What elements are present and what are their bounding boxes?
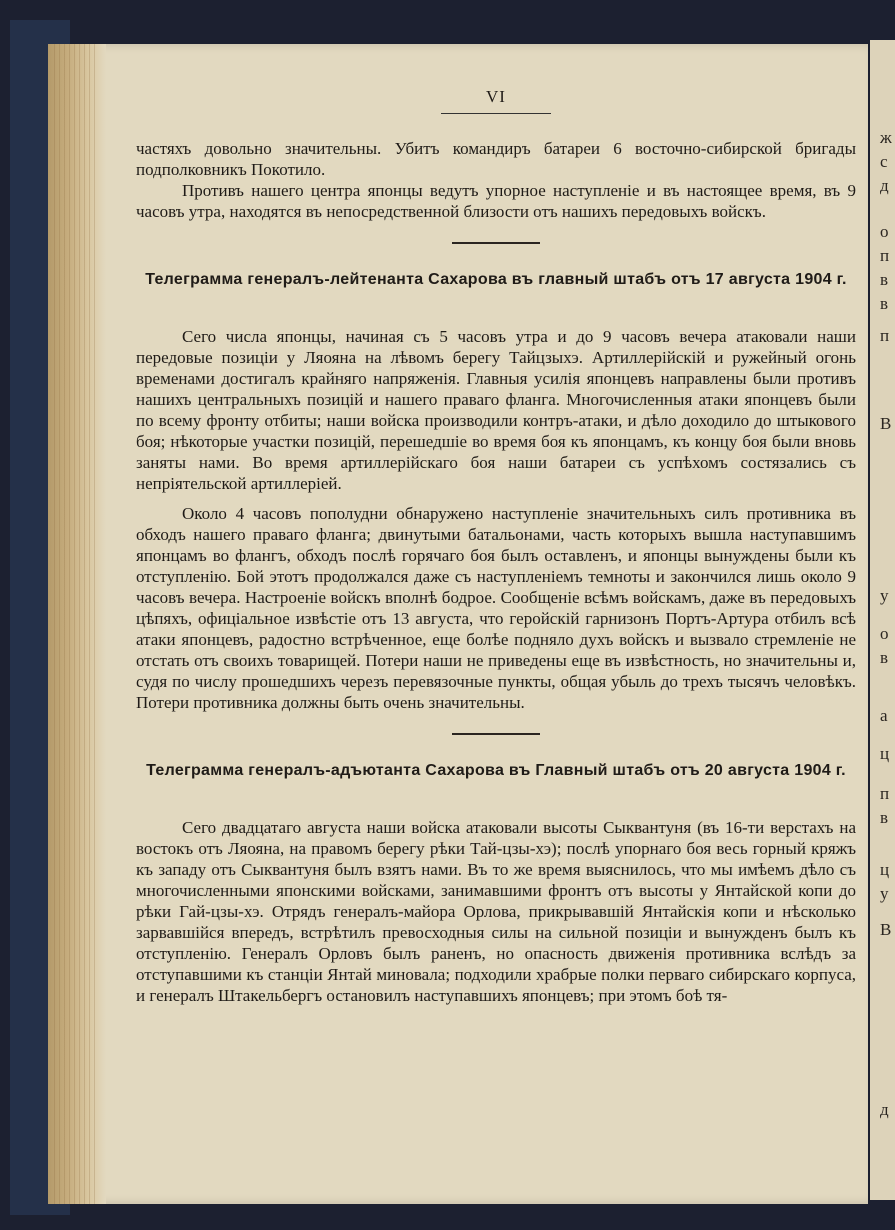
telegram-heading: Телеграмма генералъ-адъютанта Сахарова въ Главный штабъ отъ 20 августа 1904 г. (146, 762, 846, 779)
fragment: ц (880, 860, 890, 879)
page-number-underline (441, 113, 551, 114)
paragraph: Сего числа японцы, начиная съ 5 часовъ утра и до 9 часовъ вечера атаковали наши передовые позиціи у Ляояна на лѣвомъ берегу Тайцзыхэ. Артиллерійскій и ружейный огонь временами достигалъ крайняго напряженія. Главныя усилія японцевъ направлены были противъ нашихъ центральныхъ позицій и нашего праваго фланга. Многочисленныя атаки японцевъ были по всему фронту отбиты; наши войска производили контръ-атаки, и дѣло доходило до штыкового боя; нѣкоторые участки позицій, перешедшіе во время боя къ японцамъ, къ концу боя были вновь заняты нами. Во время артиллерійскаго боя наши батареи съ успѣхомъ состязались съ непріятельской артиллеріей. (136, 327, 856, 493)
fragment: п (880, 246, 890, 265)
section-divider (452, 242, 540, 244)
page-edges (54, 44, 98, 1204)
page-content (136, 86, 856, 1006)
fragment: о (880, 222, 889, 241)
fragment: д (880, 176, 889, 195)
paragraph: Около 4 часовъ пополудни обнаружено наступленіе значительныхъ силъ противника въ обходъ нашего праваго фланга; двинутыми батальонами, часть которыхъ вышла наступавшимъ японцамъ во флангъ, обходъ послѣ горячаго боя былъ оставленъ, и японцы вынуждены были къ отступленію. Бой этотъ продолжался даже съ наступленіемъ темноты и закончился лишь около 9 часовъ вечера. Настроеніе войскъ вполнѣ бодрое. Сообщеніе всѣмъ войскамъ, даже въ передовыхъ цѣпяхъ, офиціальное извѣстіе отъ 13 августа, что геройскій гарнизонъ Портъ-Артура отбилъ всѣ атаки японцевъ, радостно встрѣченное, еще болѣе подняло духъ войскъ и вызвало стремленіе не отстать отъ своихъ товарищей. Потери наши не приведены еще въ извѣстность, но значительны и, судя по числу прошедшихъ черезъ перевязочные пункты, общая убыль до трехъ тысячъ человѣкъ. Потери противника должны быть очень значительны. (136, 504, 856, 712)
fragment: ж (880, 128, 892, 147)
fragment: у (880, 586, 889, 605)
fragment: п (880, 326, 890, 345)
paragraph: частяхъ довольно значительны. Убитъ командиръ батареи 6 восточно-сибирской бригады подполковникъ Покотило. (136, 139, 856, 179)
fragment: В (880, 414, 892, 433)
fragment: В (880, 920, 892, 939)
fragment: п (880, 784, 890, 803)
page-number: VI (486, 87, 506, 106)
adjacent-page-edge (870, 40, 895, 1200)
paragraph: Противъ нашего центра японцы ведутъ упорное наступленіе и въ настоящее время, въ 9 часовъ утра, находятся въ непосредственной близости отъ нашихъ передовыхъ войскъ. (136, 181, 856, 221)
section-divider (452, 733, 540, 735)
fragment: а (880, 706, 888, 725)
telegram-heading: Телеграмма генералъ-лейтенанта Сахарова въ главный штабъ отъ 17 августа 1904 г. (145, 271, 847, 288)
fragment: в (880, 808, 889, 827)
fragment: у (880, 884, 889, 903)
fragment: в (880, 294, 889, 313)
fragment: с (880, 152, 888, 171)
fragment: о (880, 624, 889, 643)
fragment: ц (880, 744, 890, 763)
fragment: в (880, 270, 889, 289)
fragment: в (880, 648, 889, 667)
fragment: д (880, 1100, 889, 1119)
paragraph: Сего двадцатаго августа наши войска атаковали высоты Сыквантуня (въ 16-ти верстахъ на востокъ отъ Ляояна, на правомъ берегу рѣки Тай-цзы-хэ); послѣ упорнаго боя весь горный кряжъ къ западу отъ Сыквантуня былъ взятъ нами. Въ то же время выяснилось, что мы имѣемъ дѣло съ многочисленными японскими войсками, занимавшими фронтъ отъ высоты у Янтайской копи до рѣки Гай-цзы-хэ. Отрядъ генералъ-майора Орлова, прикрывавшій Янтайскія копи и нѣсколько зарвавшійся впередъ, встрѣтилъ превосходныя силы на сильной позиціи и вынужденъ былъ къ отступленію. Генералъ Орловъ былъ раненъ, но опасность движенія противника вслѣдъ за отступавшими къ станціи Янтай миновала; подходили храбрые полки перваго сибирскаго корпуса, и генералъ Штакельбергъ остановилъ наступавшихъ японцевъ; при этомъ боѣ тя- (136, 818, 856, 1005)
